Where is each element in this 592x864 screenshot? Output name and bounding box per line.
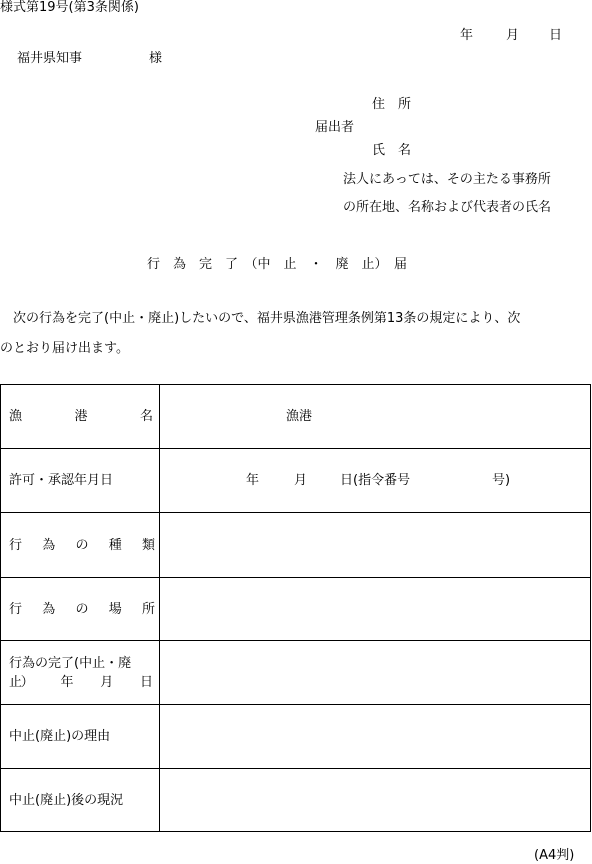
value-current-status[interactable] <box>160 769 591 832</box>
table-row <box>1 449 591 513</box>
corporation-note-line1: 法人にあっては、その主たる事務所 <box>343 172 551 187</box>
value-activity-location[interactable] <box>160 578 591 641</box>
notification-table <box>0 384 591 832</box>
addressee: 福井県知事 <box>17 51 83 66</box>
label-permit-date: 許可・承認年月日 <box>1 449 160 513</box>
table-row <box>1 641 591 705</box>
table-row <box>1 769 591 832</box>
value-fishing-port-name[interactable]: 漁港 <box>160 385 591 449</box>
table-row <box>1 385 591 449</box>
address-label: 住 所 <box>372 97 412 112</box>
label-activity-type: 行 為 の 種 類 <box>1 513 160 578</box>
value-activity-type[interactable] <box>160 513 591 578</box>
label-completion-date: 行為の完了(中止・廃 止 ） 年 月 日 <box>1 641 160 705</box>
date-day: 日 <box>549 28 563 43</box>
table-row <box>1 578 591 641</box>
date-month: 月 <box>506 28 520 43</box>
table-row <box>1 705 591 769</box>
label-activity-location: 行 為 の 場 所 <box>1 578 160 641</box>
value-discontinuation-reason[interactable] <box>160 705 591 769</box>
honorific: 様 <box>149 51 163 66</box>
body-text-line2: のとおり届け出ます。 <box>0 341 129 356</box>
label-discontinuation-reason: 中止(廃止)の理由 <box>1 705 160 769</box>
value-permit-date[interactable]: 年 月 日(指令番号 号) <box>160 449 591 513</box>
corporation-note-line2: の所在地、名称および代表者の氏名 <box>343 200 552 215</box>
label-fishing-port-name: 漁 港 名 <box>1 385 160 449</box>
paper-size-note: (A4判) <box>534 848 575 863</box>
table-row <box>1 513 591 578</box>
body-text-line1: 次の行為を完了(中止・廃止)したいので、福井県漁港管理条例第13条の規定により、次 <box>13 311 521 326</box>
document-title: 行 為 完 了 （中 止 ・ 廃 止） 届 <box>147 257 408 272</box>
name-label: 氏 名 <box>372 143 412 158</box>
form-number: 様式第19号(第3条関係) <box>0 0 139 15</box>
value-completion-date[interactable] <box>160 641 591 705</box>
label-current-status: 中止(廃止)後の現況 <box>1 769 160 832</box>
date-year: 年 <box>460 28 474 43</box>
filer-label: 届出者 <box>315 120 355 135</box>
